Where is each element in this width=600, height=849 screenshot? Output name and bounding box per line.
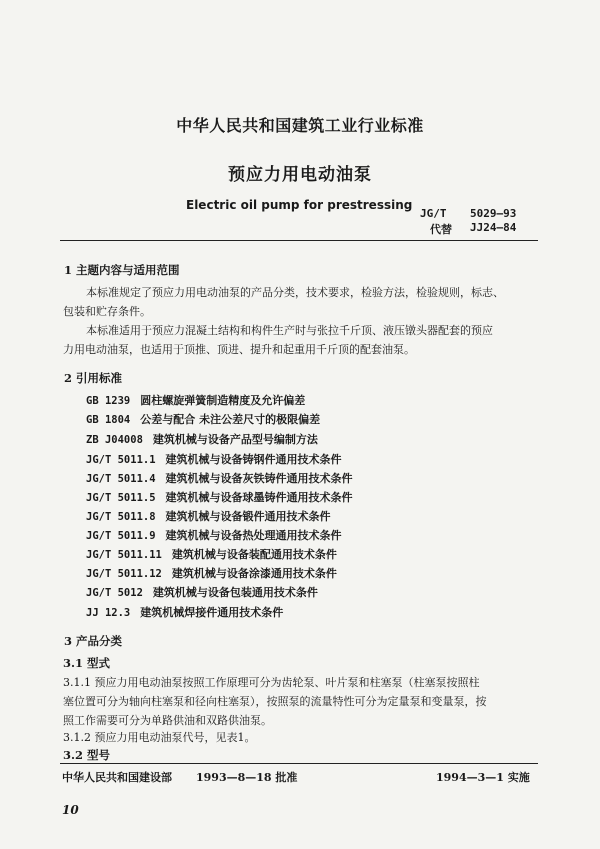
reference-title: 公差与配合 未注公差尺寸的极限偏差: [140, 413, 321, 426]
reference-item: [86, 584, 318, 600]
reference-title: 圆柱螺旋弹簧制造精度及允许偏差: [140, 394, 306, 407]
reference-item: [86, 431, 318, 447]
reference-title: 建筑机械与设备产品型号编制方法: [152, 433, 318, 446]
reference-title: 建筑机械与设备灰铁铸件通用技术条件: [165, 472, 353, 485]
reference-item: [86, 451, 342, 467]
section-3-1-1-line-2: 塞位置可分为轴向柱塞泵和径向柱塞泵），按照泵的流量特性可分为定量泵和变量泵，按: [63, 695, 487, 708]
reference-item: [86, 527, 342, 543]
section-2-heading: 2 引用标准: [64, 371, 123, 385]
page-number: 10: [62, 803, 79, 817]
reference-code: JG/T 5011.1: [86, 454, 156, 466]
section-1-heading: 1 主题内容与适用范围: [64, 263, 180, 277]
reference-title: 建筑机械与设备装配通用技术条件: [171, 548, 337, 561]
reference-title: 建筑机械与设备球墨铸件通用技术条件: [165, 491, 353, 504]
standard-code-number: 5029—93: [470, 207, 517, 220]
section-3-1-heading: 3.1 型式: [63, 656, 111, 670]
reference-title: 建筑机械与设备铸钢件通用技术条件: [165, 453, 342, 466]
section-3-heading: 3 产品分类: [64, 634, 123, 648]
reference-code: ZB J04008: [86, 434, 143, 446]
reference-item: [86, 392, 305, 408]
reference-title: 建筑机械与设备热处理通用技术条件: [165, 529, 342, 542]
section-3-1-1-line-1: 3.1.1 预应力用电动油泵按照工作原理可分为齿轮泵、叶片泵和柱塞泵（柱塞泵按照柱: [63, 676, 480, 689]
reference-title: 建筑机械与设备锻件通用技术条件: [165, 510, 331, 523]
implementation-date: 1994—3—1 实施: [436, 771, 530, 784]
reference-item: [86, 604, 283, 620]
section-1-para-2-line-1: 本标准适用于预应力混凝土结构和构件生产时与张拉千斤顶、液压镦头器配套的预应: [86, 324, 493, 337]
reference-item: [86, 508, 331, 524]
reference-item: [86, 470, 353, 486]
reference-code: GB 1804: [86, 414, 131, 426]
section-3-1-1-line-3: 照工作需要可分为单路供油和双路供油泵。: [63, 714, 272, 727]
standard-category: 中华人民共和国建筑工业行业标准: [176, 116, 424, 135]
approval-date: 1993—8—18 批准: [196, 771, 298, 784]
reference-code: JG/T 5011.12: [86, 568, 162, 580]
reference-item: [86, 565, 337, 581]
footer-divider: [60, 763, 538, 764]
reference-code: JG/T 5011.9: [86, 530, 156, 542]
reference-item: [86, 489, 353, 505]
reference-code: JG/T 5012: [86, 587, 143, 599]
reference-title: 建筑机械与设备包装通用技术条件: [152, 586, 318, 599]
replaces-label: 代替: [430, 223, 452, 236]
document-title: 预应力用电动油泵: [228, 165, 372, 185]
reference-code: JJ 12.3: [86, 607, 131, 619]
reference-code: JG/T 5011.8: [86, 511, 156, 523]
reference-title: 建筑机械焊接件通用技术条件: [140, 606, 284, 619]
section-1-para-1-line-2: 包装和贮存条件。: [63, 305, 151, 318]
section-1-para-1-line-1: 本标准规定了预应力用电动油泵的产品分类，技术要求，检验方法，检验规则，标志、: [86, 286, 504, 299]
reference-item: [86, 546, 337, 562]
section-1-para-2-line-2: 力用电动油泵，也适用于顶推、顶进、提升和起重用千斤顶的配套油泵。: [63, 343, 415, 356]
standard-code-prefix: JG/T: [420, 207, 447, 220]
reference-code: GB 1239: [86, 395, 131, 407]
reference-code: JG/T 5011.4: [86, 473, 156, 485]
reference-code: JG/T 5011.11: [86, 549, 162, 561]
issuing-authority: 中华人民共和国建设部: [62, 771, 172, 784]
section-3-2-heading: 3.2 型号: [63, 748, 111, 762]
document-title-english: Electric oil pump for prestressing: [186, 198, 413, 212]
reference-item: [86, 411, 320, 427]
section-3-1-2: 3.1.2 预应力用电动油泵代号，见表1。: [63, 731, 256, 744]
reference-code: JG/T 5011.5: [86, 492, 156, 504]
reference-title: 建筑机械与设备涂漆通用技术条件: [171, 567, 337, 580]
replaces-code: JJ24—84: [470, 221, 517, 234]
header-divider: [60, 240, 538, 241]
